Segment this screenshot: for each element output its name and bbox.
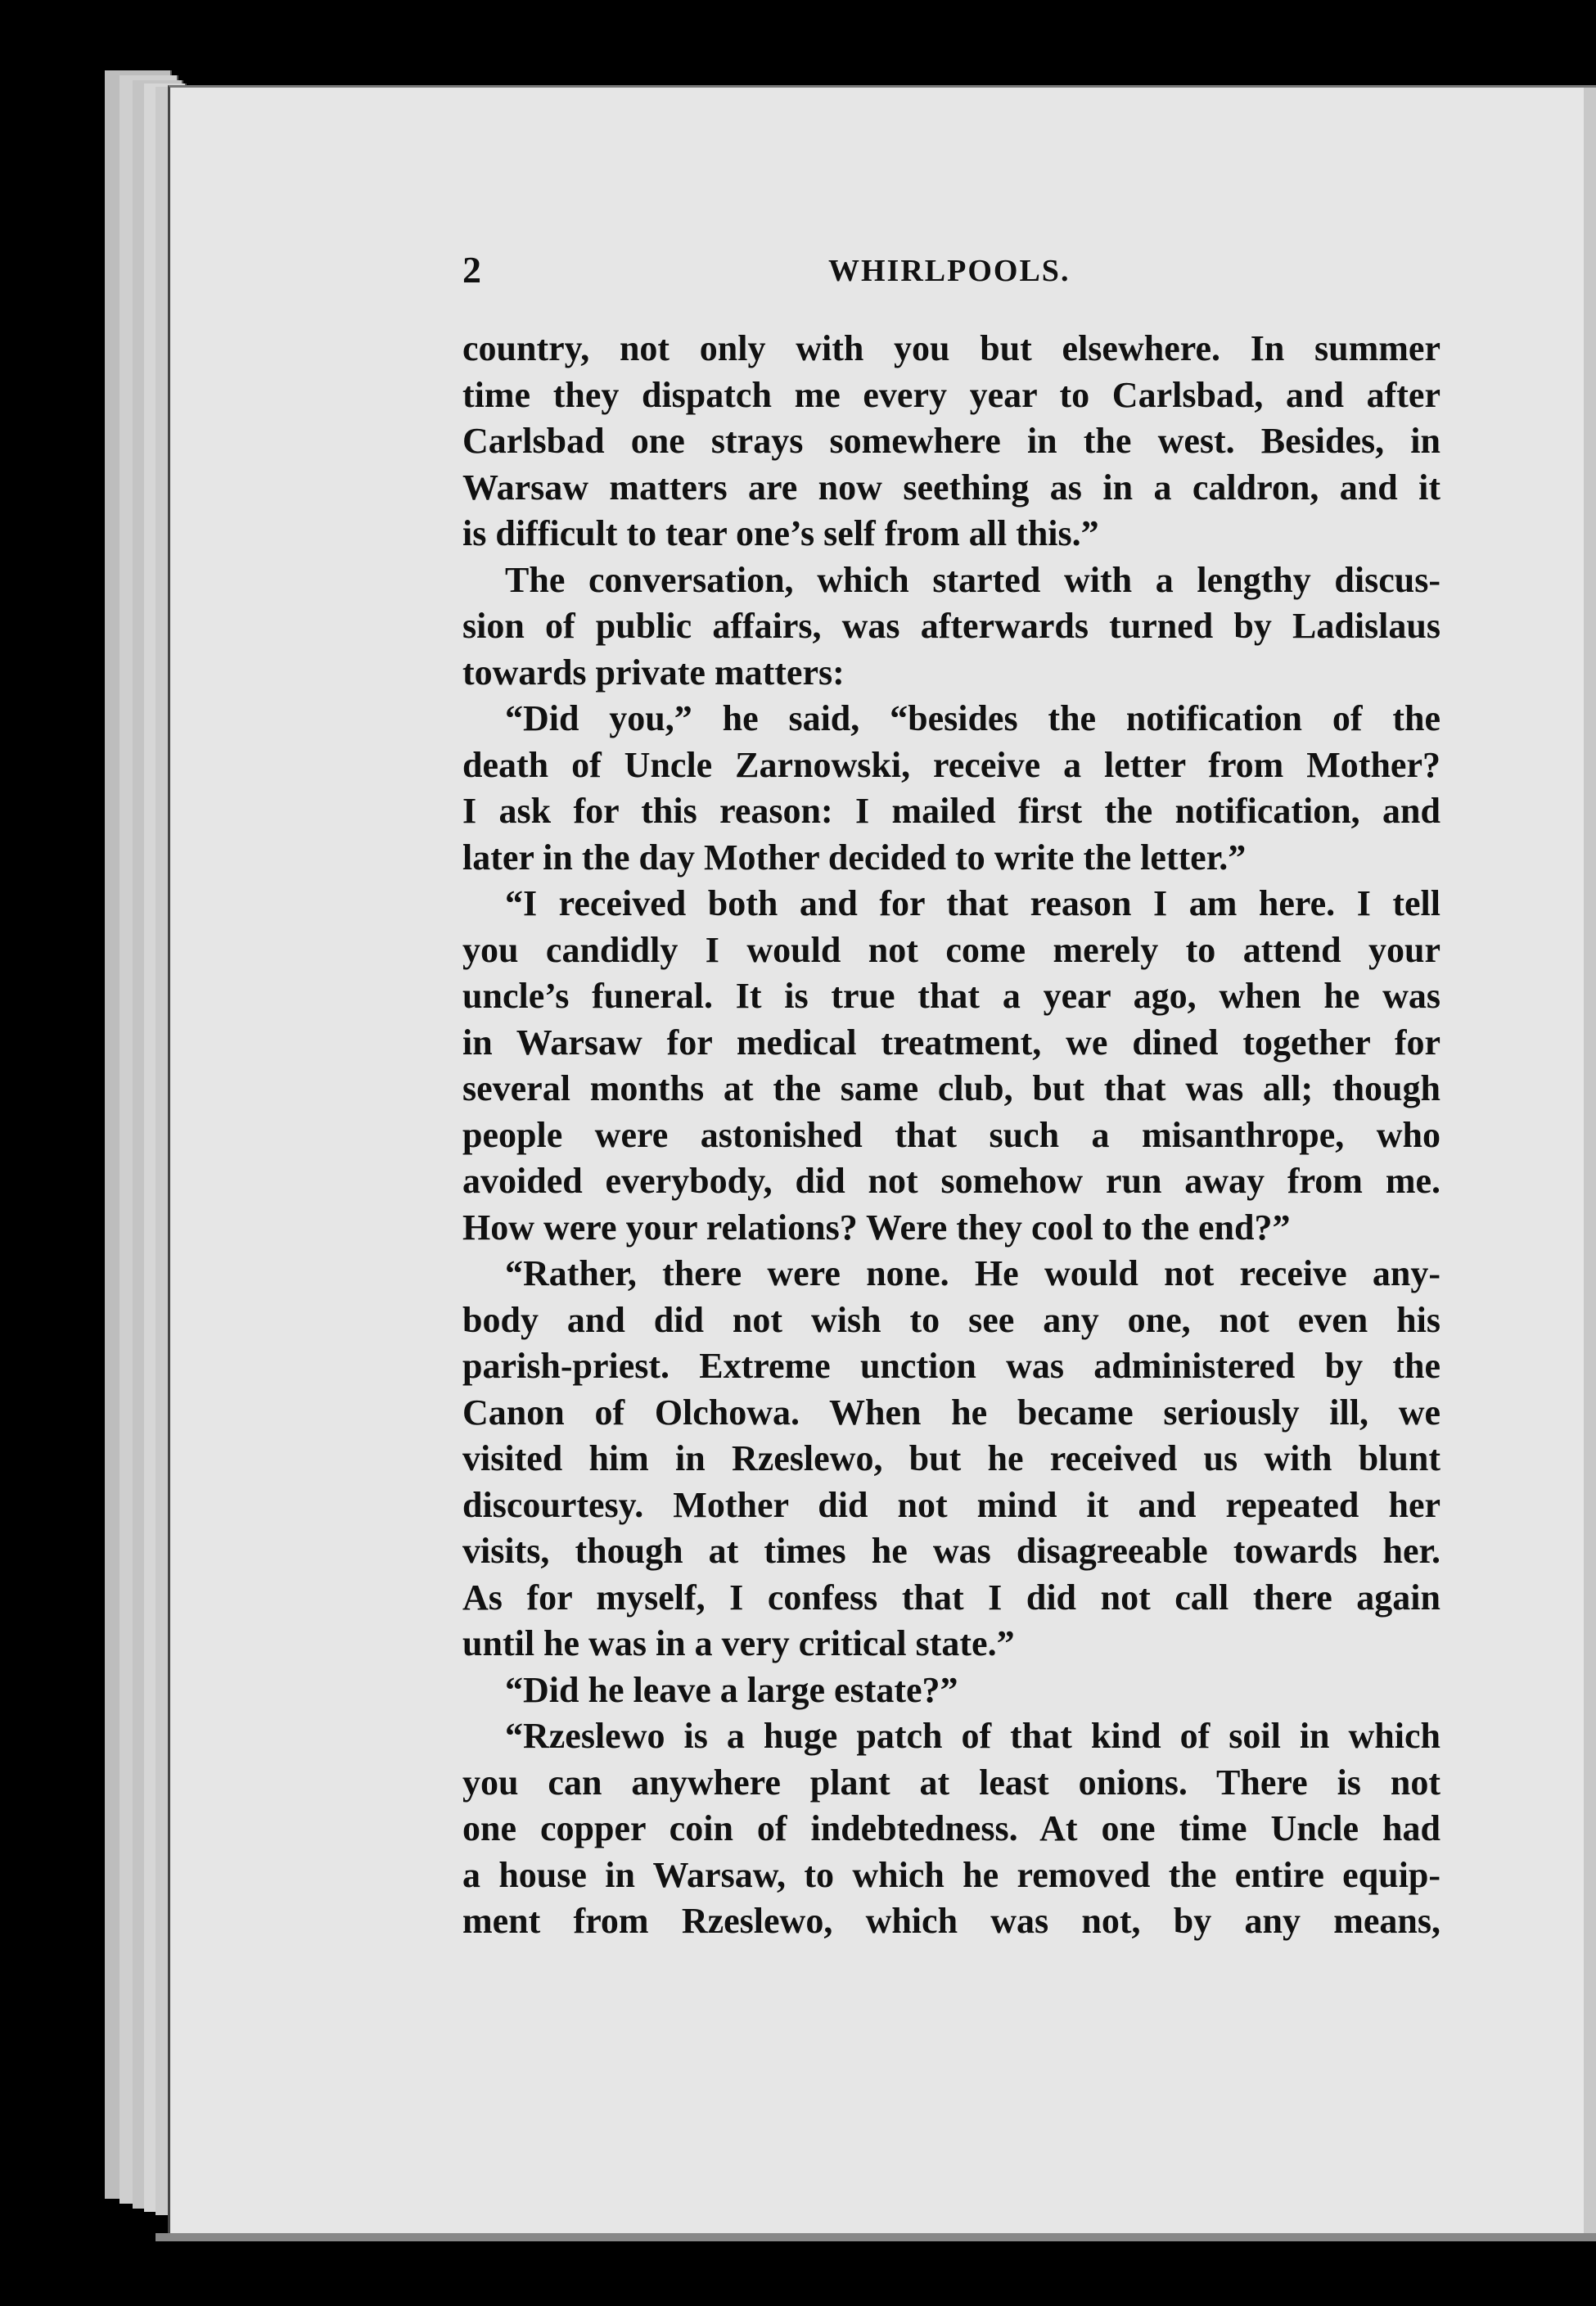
text-line: “Did he leave a large estate?” bbox=[505, 1669, 958, 1710]
text-line: “Rather, there were none. He would not receive any- bbox=[505, 1253, 1440, 1293]
text-line: several months at the same club, but that was all; though bbox=[462, 1068, 1440, 1108]
text-line: “Rzeslewo is a huge patch of that kind of soil in which bbox=[505, 1716, 1440, 1756]
text-line: time they dispatch me every year to Carlsbad, and after bbox=[462, 374, 1440, 415]
text-line: is difficult to tear one’s self from all this.” bbox=[462, 513, 1099, 553]
text-line: in Warsaw for medical treatment, we dined together for bbox=[462, 1022, 1440, 1063]
text-line: uncle’s funeral. It is true that a year ago, when he was bbox=[462, 976, 1440, 1016]
text-line: sion of public affairs, was afterwards turned by Ladislaus bbox=[462, 606, 1440, 646]
text-line: How were your relations? Were they cool to the end?” bbox=[462, 1207, 1291, 1248]
text-line: country, not only with you but elsewhere. In summer bbox=[462, 328, 1440, 368]
text-line: As for myself, I confess that I did not call there again bbox=[462, 1577, 1440, 1618]
text-line: “Did you,” he said, “besides the notification of the bbox=[505, 698, 1440, 738]
text-line: Warsaw matters are now seething as in a caldron, and it bbox=[462, 467, 1440, 508]
text-line: people were astonished that such a misanthrope, who bbox=[462, 1114, 1440, 1155]
text-line: you can anywhere plant at least onions. There is not bbox=[462, 1762, 1440, 1803]
text-line: visited him in Rzeslewo, but he received us with blunt bbox=[462, 1438, 1440, 1478]
text-line: towards private matters: bbox=[462, 652, 845, 693]
text-line: visits, though at times he was disagreeable towards her. bbox=[462, 1531, 1440, 1571]
text-line: Carlsbad one strays somewhere in the west. Besides, in bbox=[462, 421, 1440, 461]
text-line: later in the day Mother decided to write the letter.” bbox=[462, 837, 1247, 878]
page-number: 2 bbox=[462, 249, 481, 291]
text-line: until he was in a very critical state.” bbox=[462, 1623, 1015, 1663]
text-line: I ask for this reason: I mailed first the notification, and bbox=[462, 791, 1440, 831]
body-text bbox=[462, 326, 1440, 1945]
text-line: avoided everybody, did not somehow run away from me. bbox=[462, 1161, 1440, 1201]
text-line: “I received both and for that reason I am here. I tell bbox=[505, 883, 1440, 923]
text-line: you candidly I would not come merely to attend your bbox=[462, 929, 1440, 970]
text-line: a house in Warsaw, to which he removed the entire equip- bbox=[462, 1854, 1440, 1895]
text-line: Canon of Olchowa. When he became seriously ill, we bbox=[462, 1392, 1440, 1433]
text-line: ment from Rzeslewo, which was not, by any means, bbox=[462, 1901, 1440, 1941]
page-bottom-edge bbox=[156, 2233, 1596, 2241]
text-line: one copper coin of indebtedness. At one time Uncle had bbox=[462, 1808, 1440, 1848]
text-line: discourtesy. Mother did not mind it and repeated her bbox=[462, 1484, 1440, 1525]
text-line: body and did not wish to see any one, not even his bbox=[462, 1299, 1440, 1340]
text-line: The conversation, which started with a lengthy discus- bbox=[505, 559, 1440, 600]
running-title: WHIRLPOOLS. bbox=[828, 254, 1071, 288]
text-line: death of Uncle Zarnowski, receive a letter from Mother? bbox=[462, 744, 1440, 785]
text-line: parish-priest. Extreme unction was administered by the bbox=[462, 1346, 1440, 1386]
running-head bbox=[295, 248, 1440, 297]
